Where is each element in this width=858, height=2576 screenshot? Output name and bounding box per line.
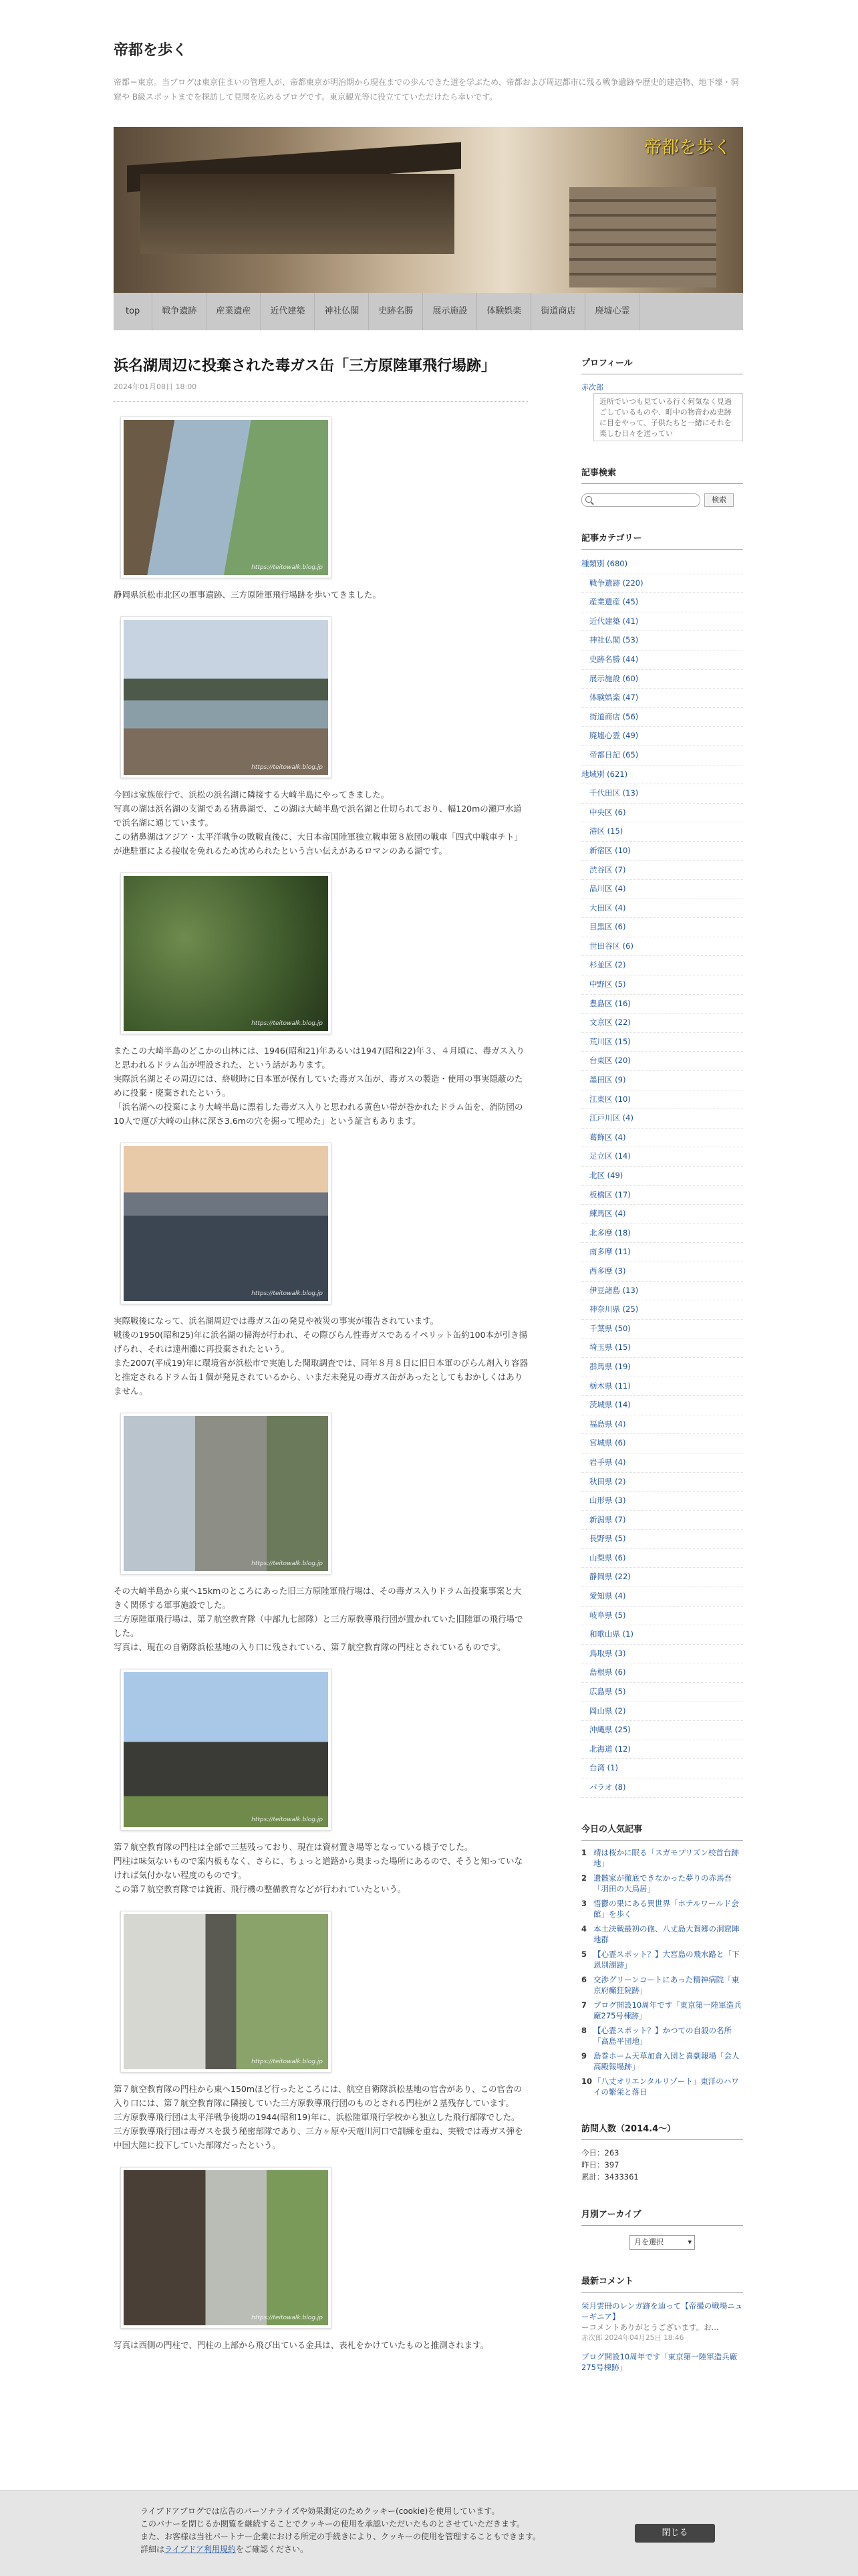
- post-photo[interactable]: [120, 417, 331, 578]
- comments-section: [581, 2274, 743, 2373]
- category-link[interactable]: 鳥取県 (3): [589, 1648, 626, 1658]
- post-photo[interactable]: [120, 616, 331, 778]
- category-link[interactable]: 沖縄県 (25): [589, 1725, 631, 1735]
- rank-number: 10: [581, 2076, 593, 2086]
- visitors-today: 今日：263: [581, 2147, 619, 2157]
- site-description: 帝都＝東京。当ブログは東京住まいの管理人が、帝都東京が明治期から現在までの歩んできた道を学ぶため、帝都および周辺都市に残る戦争遺跡や歴史的建造物、地下壕・洞窟や B級スポットまでを探訪して見聞を広めるブログです。東京観光等に役立てていただけたら幸いです。: [114, 78, 739, 102]
- nav-item[interactable]: 廃墟心霊: [585, 293, 639, 330]
- category-link[interactable]: 渋谷区 (7): [589, 864, 626, 874]
- category-link[interactable]: 板橋区 (17): [589, 1189, 631, 1199]
- category-link[interactable]: 墨田区 (9): [589, 1075, 626, 1085]
- popular-link[interactable]: 島巻ホーム天草加倉入団と喜劇報場「会人高殿報場跡」: [593, 2051, 740, 2071]
- category-link[interactable]: 福島県 (4): [589, 1419, 626, 1429]
- popular-heading: 今日の人気記事: [581, 1822, 743, 1841]
- category-subitem: [581, 727, 743, 746]
- photo-image: [124, 876, 328, 1031]
- rank-number: 8: [581, 2025, 587, 2035]
- category-link[interactable]: 千葉県 (50): [589, 1323, 631, 1333]
- category-subitem: [581, 1186, 743, 1205]
- category-subitem: [581, 956, 743, 975]
- post-photo[interactable]: [120, 1669, 331, 1831]
- category-link[interactable]: 史跡名勝 (44): [589, 654, 639, 664]
- category-link[interactable]: 豊島区 (16): [589, 998, 631, 1008]
- post-photo[interactable]: [120, 2167, 331, 2329]
- category-link[interactable]: 秋田県 (2): [589, 1476, 626, 1486]
- category-link[interactable]: 港区 (15): [589, 826, 623, 836]
- category-link[interactable]: 北多摩 (18): [589, 1227, 631, 1238]
- cookie-text: ライブドアブログでは広告のパーソナライズや効果測定のためクッキー(cookie)を使用しています。 このバナーを閉じるか閲覧を継続することでクッキーの使用を承認いただいたものとさせていただきます。 また、お客様は当社パートナー企業における所定の手続きにより、クッキーの使用を管理することもできます。 詳細はライブドア利用規約をご確認ください。: [140, 2506, 541, 2554]
- category-subitem: [581, 631, 743, 651]
- photo-image: [124, 1416, 328, 1571]
- category-link[interactable]: 江東区 (10): [589, 1094, 631, 1104]
- category-subitem: [581, 1338, 743, 1358]
- category-link[interactable]: 帝都日記 (65): [589, 749, 639, 759]
- post-photo[interactable]: [120, 1143, 331, 1304]
- post-date: 2024年01月08日 18:00: [114, 381, 528, 402]
- post-title[interactable]: 浜名湖周辺に投棄された毒ガス缶「三方原陸軍飛行場跡」: [114, 358, 496, 374]
- rank-number: 5: [581, 1949, 587, 1959]
- popular-link[interactable]: 悟鬱の果にある異世界「ホテルワールド会館」を歩く: [593, 1898, 739, 1919]
- category-list: [581, 555, 743, 1798]
- category-link[interactable]: 島根県 (6): [589, 1667, 626, 1677]
- category-subitem: [581, 1415, 743, 1435]
- category-subitem: [581, 1434, 743, 1453]
- nav-item[interactable]: 史跡名勝: [369, 293, 423, 330]
- category-link[interactable]: 江戸川区 (4): [589, 1113, 633, 1123]
- category-subitem: [581, 1625, 743, 1645]
- main-content: [114, 356, 528, 2352]
- search-heading: 記事検索: [581, 465, 743, 484]
- category-subitem: [581, 1071, 743, 1090]
- rank-number: 7: [581, 2000, 587, 2010]
- category-link[interactable]: 葛飾区 (4): [589, 1132, 626, 1142]
- photo-watermark: https://teitowalk.blog.jp: [251, 1817, 323, 1823]
- category-subitem: [581, 880, 743, 899]
- comment-post-link[interactable]: 栄月雲冊のレンガ跡を辿って【帝撮の戦場ニューギニア】: [581, 2301, 743, 2321]
- photo-image: [124, 1914, 328, 2069]
- category-subitem: [581, 1090, 743, 1110]
- photo-image: [124, 1146, 328, 1301]
- category-link[interactable]: 台湾 (1): [589, 1763, 618, 1773]
- photo-image: [124, 2170, 328, 2325]
- category-link[interactable]: 産業遺産 (45): [589, 597, 639, 607]
- category-link[interactable]: 和歌山県 (1): [589, 1629, 633, 1639]
- photo-watermark: https://teitowalk.blog.jp: [251, 764, 323, 771]
- category-subitem: [581, 1147, 743, 1167]
- archive-heading: 月別アーカイブ: [581, 2207, 743, 2226]
- category-subitem: [581, 1702, 743, 1722]
- nav-item[interactable]: 戦争遺跡: [152, 293, 206, 330]
- rank-number: 2: [581, 1873, 587, 1883]
- search-input[interactable]: [581, 493, 700, 507]
- popular-item: [581, 2051, 743, 2072]
- category-item: [581, 555, 743, 574]
- category-link[interactable]: 荒川区 (15): [589, 1036, 631, 1046]
- popular-link[interactable]: 交渉グリーンコートにあった精神病院「東京府癲狂院跡」: [593, 1974, 740, 1995]
- category-subitem: [581, 746, 743, 766]
- category-link[interactable]: 岩手県 (4): [589, 1457, 626, 1467]
- category-link[interactable]: 北区 (49): [589, 1171, 623, 1180]
- category-link[interactable]: 岐阜県 (5): [589, 1610, 626, 1620]
- site-title[interactable]: 帝都を歩く: [114, 42, 188, 59]
- category-subitem: [581, 1014, 743, 1033]
- nav-item[interactable]: 展示施設: [423, 293, 477, 330]
- category-subitem: [581, 1396, 743, 1415]
- popular-link[interactable]: 「八丈オリエンタルリゾート」東洋のハワイの繁栄と落日: [593, 2076, 739, 2097]
- popular-item: [581, 2025, 743, 2046]
- category-link[interactable]: 北海道 (12): [589, 1744, 631, 1754]
- category-subitem: [581, 612, 743, 632]
- category-link[interactable]: 新宿区 (10): [589, 845, 631, 855]
- category-link[interactable]: 広島県 (5): [589, 1687, 626, 1697]
- category-link[interactable]: 山梨県 (6): [589, 1552, 626, 1562]
- category-subitem: [581, 593, 743, 612]
- category-subitem: [581, 1205, 743, 1224]
- banner-brand-logo: 帝都を歩く: [644, 138, 731, 158]
- post-paragraph: 静岡県浜松市北区の軍事遺跡、三方原陸軍飛行場跡を歩いてきました。: [114, 590, 382, 600]
- category-subitem: [581, 918, 743, 937]
- popular-item: [581, 2000, 743, 2021]
- category-subitem: [581, 1549, 743, 1568]
- category-link[interactable]: 静岡県 (22): [589, 1572, 631, 1582]
- post-paragraph: またこの大崎半島のどこかの山林には、1946(昭和21)年あるいは1947(昭和22)年３、４月頃に、毒ガス入りと思われるドラム缶が埋設された、という話があります。 実際浜名湖とその周辺には、終戦時に日本軍が保有していた毒ガス缶が、毒ガスの製造・使用の事実隠蔽のために投棄・廃棄されたという。 「浜名湖への投棄により大崎半島に漂着した毒ガス入りと思われる黄色い帯が巻かれたドラム缶を、消防団の10人で運び大崎の山林に深さ3.6mの穴を掘って埋めた」という証言もあります。: [114, 1046, 525, 1126]
- category-link[interactable]: 神奈川県 (25): [589, 1304, 639, 1314]
- archive-select[interactable]: 月を選択 ▾: [629, 2235, 695, 2250]
- profile-bio: 近所でいつも見ている行く何気なく見過ごしているものや、町中の物音わぬ史跡に目をやって、子供たちと一緒にそれを楽しむ日々を送ってい: [593, 393, 743, 441]
- category-subitem: [581, 995, 743, 1014]
- category-subitem: [581, 1778, 743, 1798]
- post-photo[interactable]: [120, 1911, 331, 2073]
- nav-item[interactable]: 産業遺産: [206, 293, 261, 330]
- banner-shed-shape: [140, 174, 454, 254]
- category-subitem: [581, 1473, 743, 1492]
- category-subitem: [581, 822, 743, 842]
- category-subitem: [581, 1530, 743, 1549]
- category-subitem: [581, 1645, 743, 1664]
- visitors-yesterday: 昨日：397: [581, 2159, 619, 2170]
- category-subitem: [581, 1300, 743, 1320]
- post-paragraph: 今回は家族旅行で、浜松の浜名湖に隣接する大崎半島にやってきました。 写真の湖は浜名湖の支湖である猪鼻湖で、この湖は大崎半島で浜名湖と仕切られており、幅120mの瀬戸水道で浜名湖に通じています。 この猪鼻湖はアジア・太平洋戦争の敗戦直後に、大日本帝国陸軍独立戦車第８旅団の戦車「四式中戦車チト」が進駐軍による接収を免れるため沈められたという言い伝えがあるロマンのある湖です。: [114, 790, 523, 856]
- category-link[interactable]: 展示施設 (60): [589, 673, 639, 683]
- category-link[interactable]: 足立区 (14): [589, 1151, 631, 1161]
- rank-number: 1: [581, 1847, 587, 1857]
- category-subitem: [581, 1320, 743, 1339]
- category-subitem: [581, 1492, 743, 1511]
- category-link[interactable]: 台東区 (20): [589, 1056, 631, 1066]
- post-paragraph: 第７航空教育隊の門柱から東へ150mほど行ったところには、航空自衛隊浜松基地の官舎があり、この官舎の入り口には、第７航空教育隊に隣接していた三方原教導飛行団のものとされる門柱が２基残存しています。 三方原教導飛行団は太平洋戦争後期の1944(昭和19)年に、浜松陸軍飛行学校から独立した飛行部隊でした。 三方原教導飛行団は毒ガスを扱う秘密部隊であり、三方ヶ原や天竜川河口で訓練を重ね、実戦では毒ガス弾を中国大陸に投下していた部隊だったという。: [114, 2084, 523, 2150]
- category-link[interactable]: 種類別 (680): [581, 559, 628, 568]
- nav-item[interactable]: 近代建築: [261, 293, 315, 330]
- post-photo[interactable]: [120, 1413, 331, 1574]
- category-subitem: [581, 1453, 743, 1473]
- profile-heading: プロフィール: [581, 356, 743, 374]
- popular-item: [581, 1847, 743, 1869]
- comment-excerpt: ーコメントありがとうございます。お...: [581, 2322, 719, 2332]
- category-subitem: [581, 1129, 743, 1148]
- category-subitem: [581, 1663, 743, 1683]
- category-subitem: [581, 1759, 743, 1778]
- popular-link[interactable]: プログ開設10周年です「東京第一陸軍造兵廠275号棟跡」: [593, 2000, 742, 2020]
- category-subitem: [581, 1052, 743, 1071]
- popular-link[interactable]: 【心霊スポット？】かつての自殺の名所「高島平団地」: [593, 2025, 732, 2046]
- popular-list: [581, 1847, 743, 2097]
- category-link[interactable]: 中央区 (6): [589, 807, 626, 817]
- category-link[interactable]: 大田区 (4): [589, 903, 626, 913]
- category-link[interactable]: 杉並区 (2): [589, 960, 626, 970]
- category-subitem: [581, 1243, 743, 1262]
- category-link[interactable]: 宮城県 (6): [589, 1438, 626, 1448]
- popular-item: [581, 1923, 743, 1945]
- category-link[interactable]: 南多摩 (11): [589, 1247, 631, 1257]
- photo-watermark: https://teitowalk.blog.jp: [251, 1020, 323, 1027]
- cookie-banner: [0, 2490, 858, 2576]
- category-subitem: [581, 1587, 743, 1607]
- category-subitem: [581, 899, 743, 919]
- popular-item: [581, 1873, 743, 1894]
- category-link[interactable]: 群馬県 (19): [589, 1361, 631, 1371]
- category-link[interactable]: 埼玉県 (15): [589, 1342, 631, 1353]
- profile-section: [581, 356, 743, 441]
- category-subitem: [581, 1358, 743, 1377]
- category-link[interactable]: 新潟県 (7): [589, 1514, 626, 1524]
- search-section: [581, 465, 743, 507]
- category-link[interactable]: 品川区 (4): [589, 884, 626, 894]
- rank-number: 9: [581, 2051, 587, 2061]
- banner-stones-shape: [569, 187, 716, 287]
- rank-number: 4: [581, 1923, 587, 1934]
- post-paragraph: 第７航空教育隊の門柱は全部で三基残っており、現在は資材置き場等となっている様子でした。 門柱は味気ないもので案内板もなく、さらに、ちょっと道路から奥まった場所にあるので、そうと知っていなければ気付かない程度のものです。 この第７航空教育隊では銃術、飛行機の整備教育などが行われていたという。: [114, 1842, 523, 1894]
- category-subitem: [581, 842, 743, 861]
- category-link[interactable]: 体験娯楽 (47): [589, 693, 639, 703]
- category-subitem: [581, 1262, 743, 1282]
- comment-item: [581, 2351, 743, 2373]
- visitors-heading: 訪問人数（2014.4〜）: [581, 2121, 743, 2140]
- category-section: [581, 531, 743, 1798]
- nav-item[interactable]: 体験娯楽: [477, 293, 531, 330]
- category-subitem: [581, 1683, 743, 1702]
- nav-item[interactable]: 街道商店: [531, 293, 585, 330]
- category-link[interactable]: 世田谷区 (6): [589, 941, 633, 951]
- category-link[interactable]: 岡山県 (2): [589, 1706, 626, 1716]
- global-nav: [114, 293, 743, 330]
- category-link[interactable]: 近代建築 (41): [589, 616, 639, 626]
- search-icon: [585, 496, 592, 503]
- rank-number: 3: [581, 1898, 587, 1908]
- category-subitem: [581, 861, 743, 881]
- comment-post-link[interactable]: ブログ開設10周年です「東京第一陸軍造兵廠275号棟跡」: [581, 2351, 738, 2372]
- category-link[interactable]: パラオ (8): [589, 1782, 626, 1792]
- category-subitem: [581, 1740, 743, 1760]
- photo-image: [124, 620, 328, 775]
- category-subitem: [581, 937, 743, 957]
- category-link[interactable]: 目黒区 (6): [589, 922, 626, 932]
- comments-heading: 最新コメント: [581, 2274, 743, 2293]
- category-link[interactable]: 茨城県 (14): [589, 1400, 631, 1410]
- category-link[interactable]: 練馬区 (4): [589, 1209, 626, 1219]
- category-link[interactable]: 愛知県 (4): [589, 1591, 626, 1601]
- category-link[interactable]: 街道商店 (56): [589, 711, 639, 721]
- rank-number: 6: [581, 1974, 587, 1984]
- comment-item: [581, 2301, 743, 2343]
- visitors-total: 累計：3433361: [581, 2172, 639, 2182]
- category-subitem: [581, 1511, 743, 1530]
- category-subitem: [581, 1607, 743, 1626]
- category-link[interactable]: 神社仏閣 (53): [589, 635, 639, 645]
- visitors-section: [581, 2121, 743, 2183]
- archive-section: [581, 2207, 743, 2250]
- category-subitem: [581, 1033, 743, 1052]
- post-photo[interactable]: [120, 872, 331, 1034]
- category-subitem: [581, 1167, 743, 1186]
- category-subitem: [581, 1721, 743, 1740]
- terms-link[interactable]: ライブドア利用規約: [164, 2545, 236, 2554]
- category-link[interactable]: 戦争遺跡 (220): [589, 578, 644, 588]
- photo-watermark: https://teitowalk.blog.jp: [251, 1290, 323, 1297]
- category-subitem: [581, 1377, 743, 1397]
- category-subitem: [581, 804, 743, 823]
- popular-section: [581, 1822, 743, 2097]
- popular-item: [581, 1949, 743, 1970]
- category-link[interactable]: 中野区 (5): [589, 979, 626, 989]
- category-link[interactable]: 伊豆諸島 (13): [589, 1285, 639, 1295]
- category-link[interactable]: 千代田区 (13): [589, 788, 639, 798]
- sidebar: [581, 356, 743, 2397]
- category-subitem: [581, 1568, 743, 1587]
- category-subitem: [581, 975, 743, 995]
- photo-watermark: https://teitowalk.blog.jp: [251, 1560, 323, 1567]
- popular-item: [581, 1974, 743, 1996]
- post-paragraph: 実際戦後になって、浜名湖周辺では毒ガス缶の発見や被災の事実が報告されています。 戦後の1950(昭和25)年に浜名湖の掃海が行われ、その際びらん性毒ガスであるイペリット缶約100本が引き揚げられ、それは遠州灘に再投棄されたという。 また2007(平成19)年に環境省が浜松市で実施した聞取調査では、同年８月８日に旧日本軍のびらん剤入り容器と推定されるドラム缶１個が発見されているから、いまだ未発見の毒ガス缶があったとしてもおかしくはありません。: [114, 1316, 528, 1396]
- category-link[interactable]: 廃墟心霊 (49): [589, 731, 639, 741]
- category-subitem: [581, 784, 743, 804]
- category-link[interactable]: 文京区 (22): [589, 1018, 631, 1028]
- search-button[interactable]: 検索: [704, 493, 734, 507]
- category-subitem: [581, 1109, 743, 1129]
- category-subitem: [581, 689, 743, 708]
- category-heading: 記事カテゴリー: [581, 531, 743, 550]
- category-link[interactable]: 長野県 (5): [589, 1534, 626, 1544]
- post-body: [114, 417, 528, 2352]
- category-link[interactable]: 地域別 (621): [581, 769, 628, 779]
- popular-item: [581, 1898, 743, 1919]
- category-link[interactable]: 栃木県 (11): [589, 1381, 631, 1391]
- comment-meta: 赤次郎 2024年04月25日 18:46: [581, 2333, 684, 2342]
- photo-watermark: https://teitowalk.blog.jp: [251, 2059, 323, 2065]
- category-subitem: [581, 1224, 743, 1244]
- category-item: [581, 766, 743, 785]
- popular-item: [581, 2076, 743, 2097]
- photo-watermark: https://teitowalk.blog.jp: [251, 2315, 323, 2321]
- post-paragraph: 写真は西側の門柱で、門柱の上部から飛び出ている金具は、表札をかけていたものと推測されます。: [114, 2340, 489, 2350]
- header-banner: [114, 127, 743, 293]
- category-subitem: [581, 708, 743, 727]
- category-subitem: [581, 1282, 743, 1301]
- category-subitem: [581, 574, 743, 594]
- popular-link[interactable]: 本土決戦最初の砲、八丈島大賀郷の洞窟陣地群: [593, 1923, 740, 1944]
- category-link[interactable]: 山形県 (3): [589, 1496, 626, 1506]
- photo-image: [124, 420, 328, 575]
- nav-item[interactable]: 神社仏閣: [315, 293, 369, 330]
- category-subitem: [581, 670, 743, 689]
- cookie-close-button[interactable]: 閉じる: [635, 2524, 715, 2543]
- photo-image: [124, 1672, 328, 1827]
- profile-name-link[interactable]: 赤次郎: [581, 383, 603, 392]
- post-paragraph: その大崎半島から東へ15kmのところにあった旧三方原陸軍飛行場は、その毒ガス入りドラム缶投棄事案と大きく関係する軍事施設でした。 三方原陸軍飛行場は、第７航空教育隊（中部九七部隊）と三方原教導飛行団が置かれていた旧陸軍の飛行場でした。 写真は、現在の自衛隊浜松基地の入り口に残されている、第７航空教育隊の門柱とされているものです。: [114, 1586, 523, 1652]
- category-subitem: [581, 651, 743, 670]
- popular-link[interactable]: 靖は桜かに眠る「スガモプリズン校首台跡地」: [593, 1847, 739, 1868]
- nav-item[interactable]: top: [114, 293, 152, 330]
- popular-link[interactable]: 【心霊スポット？】大宮島の飛水路と「下恩別湖跡」: [593, 1949, 740, 1970]
- popular-link[interactable]: 遺骸家が徹底できなかった夢りの赤馬吾「羽田の大鳥居」: [593, 1873, 732, 1893]
- category-link[interactable]: 西多摩 (3): [589, 1266, 626, 1276]
- photo-watermark: https://teitowalk.blog.jp: [251, 564, 323, 571]
